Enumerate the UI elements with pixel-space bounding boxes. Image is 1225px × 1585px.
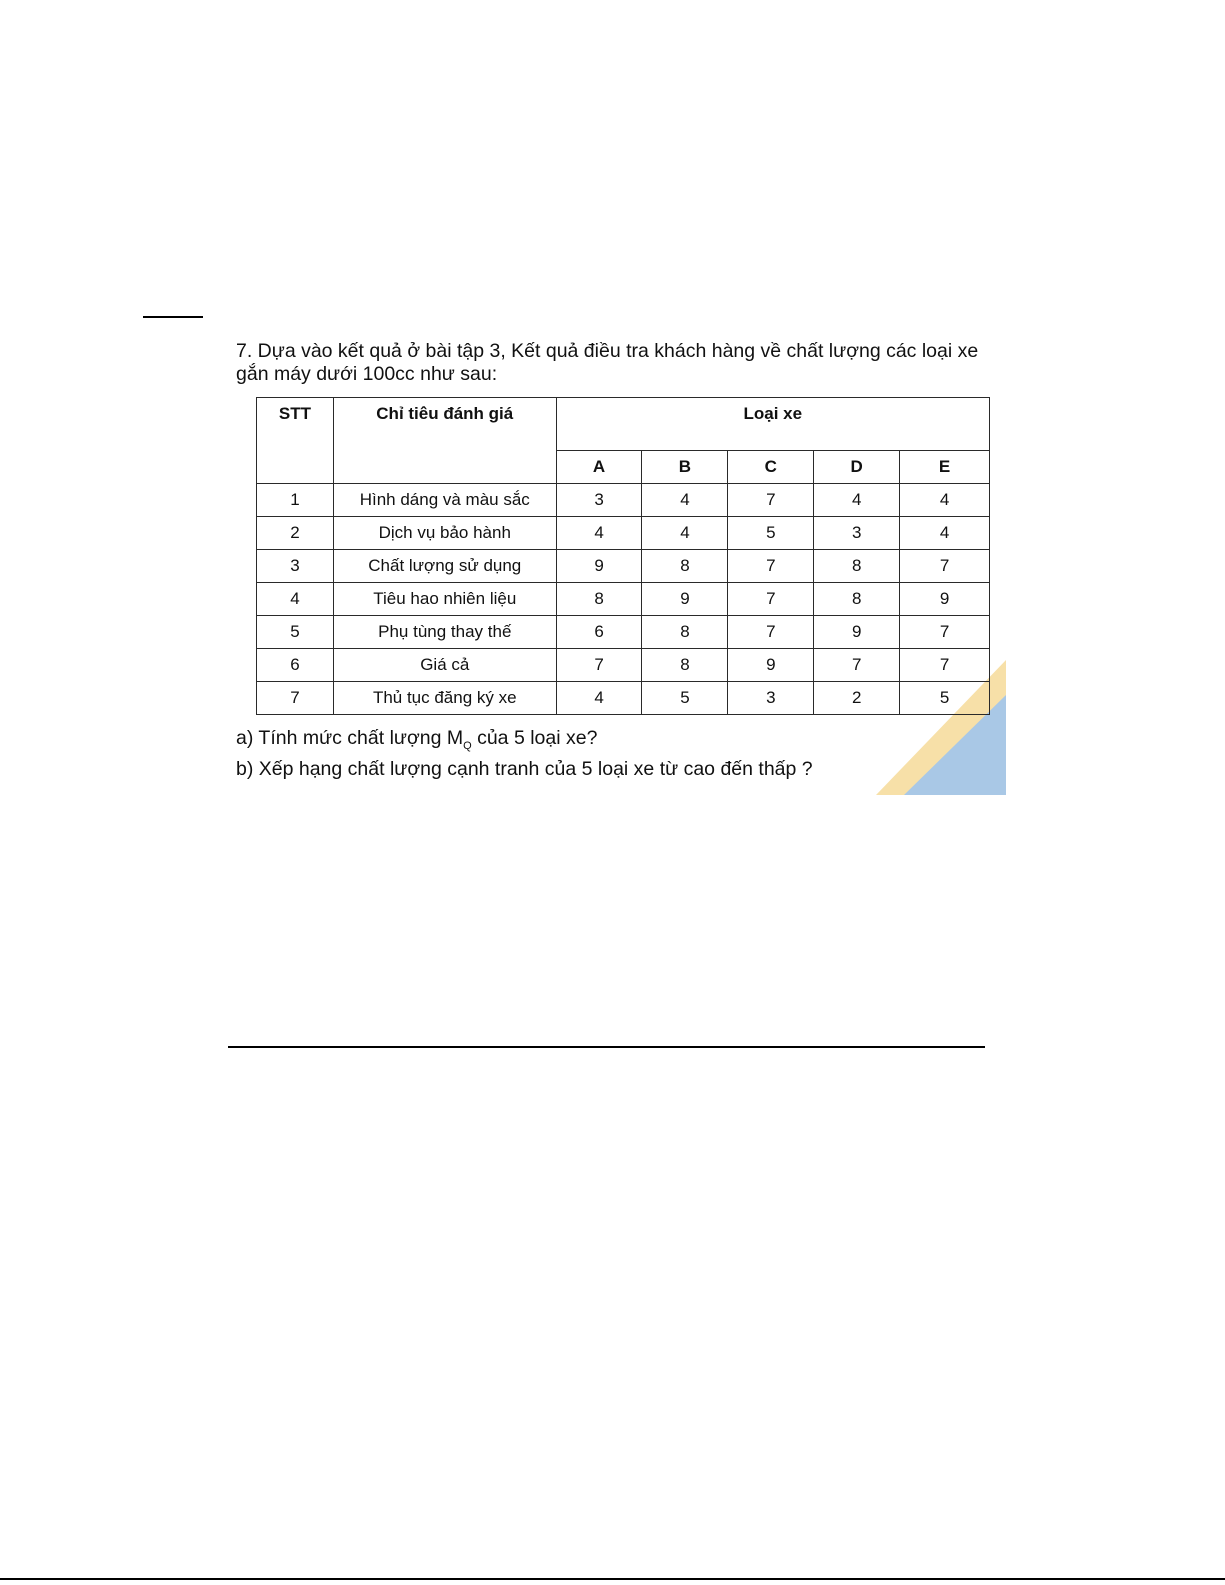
middle-divider [228, 1046, 985, 1048]
row-stt: 5 [257, 616, 334, 649]
score-cell: 3 [556, 484, 642, 517]
score-cell: 9 [728, 649, 814, 682]
question-a [236, 727, 1006, 758]
header-type-e: E [900, 451, 990, 484]
bottom-divider [0, 1578, 1225, 1580]
row-criteria: Tiêu hao nhiên liệu [333, 583, 556, 616]
score-cell: 8 [642, 550, 728, 583]
row-stt: 1 [257, 484, 334, 517]
row-criteria: Hình dáng và màu sắc [333, 484, 556, 517]
table-row [257, 517, 990, 550]
score-cell: 4 [556, 517, 642, 550]
row-criteria: Giá cả [333, 649, 556, 682]
score-cell: 7 [900, 616, 990, 649]
score-cell: 9 [642, 583, 728, 616]
row-stt: 7 [257, 682, 334, 715]
score-cell: 4 [900, 484, 990, 517]
score-cell: 9 [814, 616, 900, 649]
table-row [257, 583, 990, 616]
score-cell: 5 [900, 682, 990, 715]
question-a-subscript: Q [463, 739, 472, 752]
table-row [257, 616, 990, 649]
quality-table [256, 397, 990, 715]
row-criteria: Phụ tùng thay thế [333, 616, 556, 649]
table-row [257, 682, 990, 715]
exercise-image [236, 340, 1006, 795]
question-a-text-end: của 5 loại xe? [471, 727, 598, 749]
table-row [257, 550, 990, 583]
score-cell: 3 [814, 517, 900, 550]
row-stt: 6 [257, 649, 334, 682]
row-criteria: Thủ tục đăng ký xe [333, 682, 556, 715]
exercise-questions [236, 727, 1006, 781]
score-cell: 7 [814, 649, 900, 682]
header-type-c: C [728, 451, 814, 484]
row-stt: 4 [257, 583, 334, 616]
score-cell: 7 [728, 583, 814, 616]
score-cell: 9 [900, 583, 990, 616]
score-cell: 8 [642, 649, 728, 682]
score-cell: 7 [728, 550, 814, 583]
score-cell: 4 [642, 517, 728, 550]
score-cell: 4 [814, 484, 900, 517]
header-vehicle-type: Loại xe [556, 398, 989, 451]
header-criteria: Chỉ tiêu đánh giá [333, 398, 556, 484]
score-cell: 6 [556, 616, 642, 649]
score-cell: 7 [900, 649, 990, 682]
score-cell: 7 [728, 616, 814, 649]
row-criteria: Chất lượng sử dụng [333, 550, 556, 583]
table-row [257, 484, 990, 517]
score-cell: 8 [814, 583, 900, 616]
intro-line-1: 7. Dựa vào kết quả ở bài tập 3, Kết quả điều tra khách hàng về chất lượng các loại xe [236, 340, 979, 362]
score-cell: 4 [900, 517, 990, 550]
score-cell: 2 [814, 682, 900, 715]
header-type-b: B [642, 451, 728, 484]
header-type-a: A [556, 451, 642, 484]
header-type-d: D [814, 451, 900, 484]
question-b: b) Xếp hạng chất lượng cạnh tranh của 5 loại xe từ cao đến thấp ? [236, 757, 813, 780]
score-cell: 7 [556, 649, 642, 682]
score-cell: 3 [728, 682, 814, 715]
intro-line-2: gắn máy dưới 100cc như sau: [236, 363, 498, 385]
score-cell: 8 [814, 550, 900, 583]
row-criteria: Dịch vụ bảo hành [333, 517, 556, 550]
score-cell: 7 [900, 550, 990, 583]
exercise-intro [236, 340, 1006, 386]
score-cell: 5 [728, 517, 814, 550]
score-cell: 7 [728, 484, 814, 517]
header-stt: STT [257, 398, 334, 484]
score-cell: 5 [642, 682, 728, 715]
row-stt: 3 [257, 550, 334, 583]
score-cell: 8 [556, 583, 642, 616]
question-a-text: a) Tính mức chất lượng M [236, 727, 464, 749]
score-cell: 8 [642, 616, 728, 649]
score-cell: 4 [556, 682, 642, 715]
score-cell: 4 [642, 484, 728, 517]
row-stt: 2 [257, 517, 334, 550]
score-cell: 9 [556, 550, 642, 583]
table-row [257, 649, 990, 682]
top-divider [143, 316, 203, 318]
